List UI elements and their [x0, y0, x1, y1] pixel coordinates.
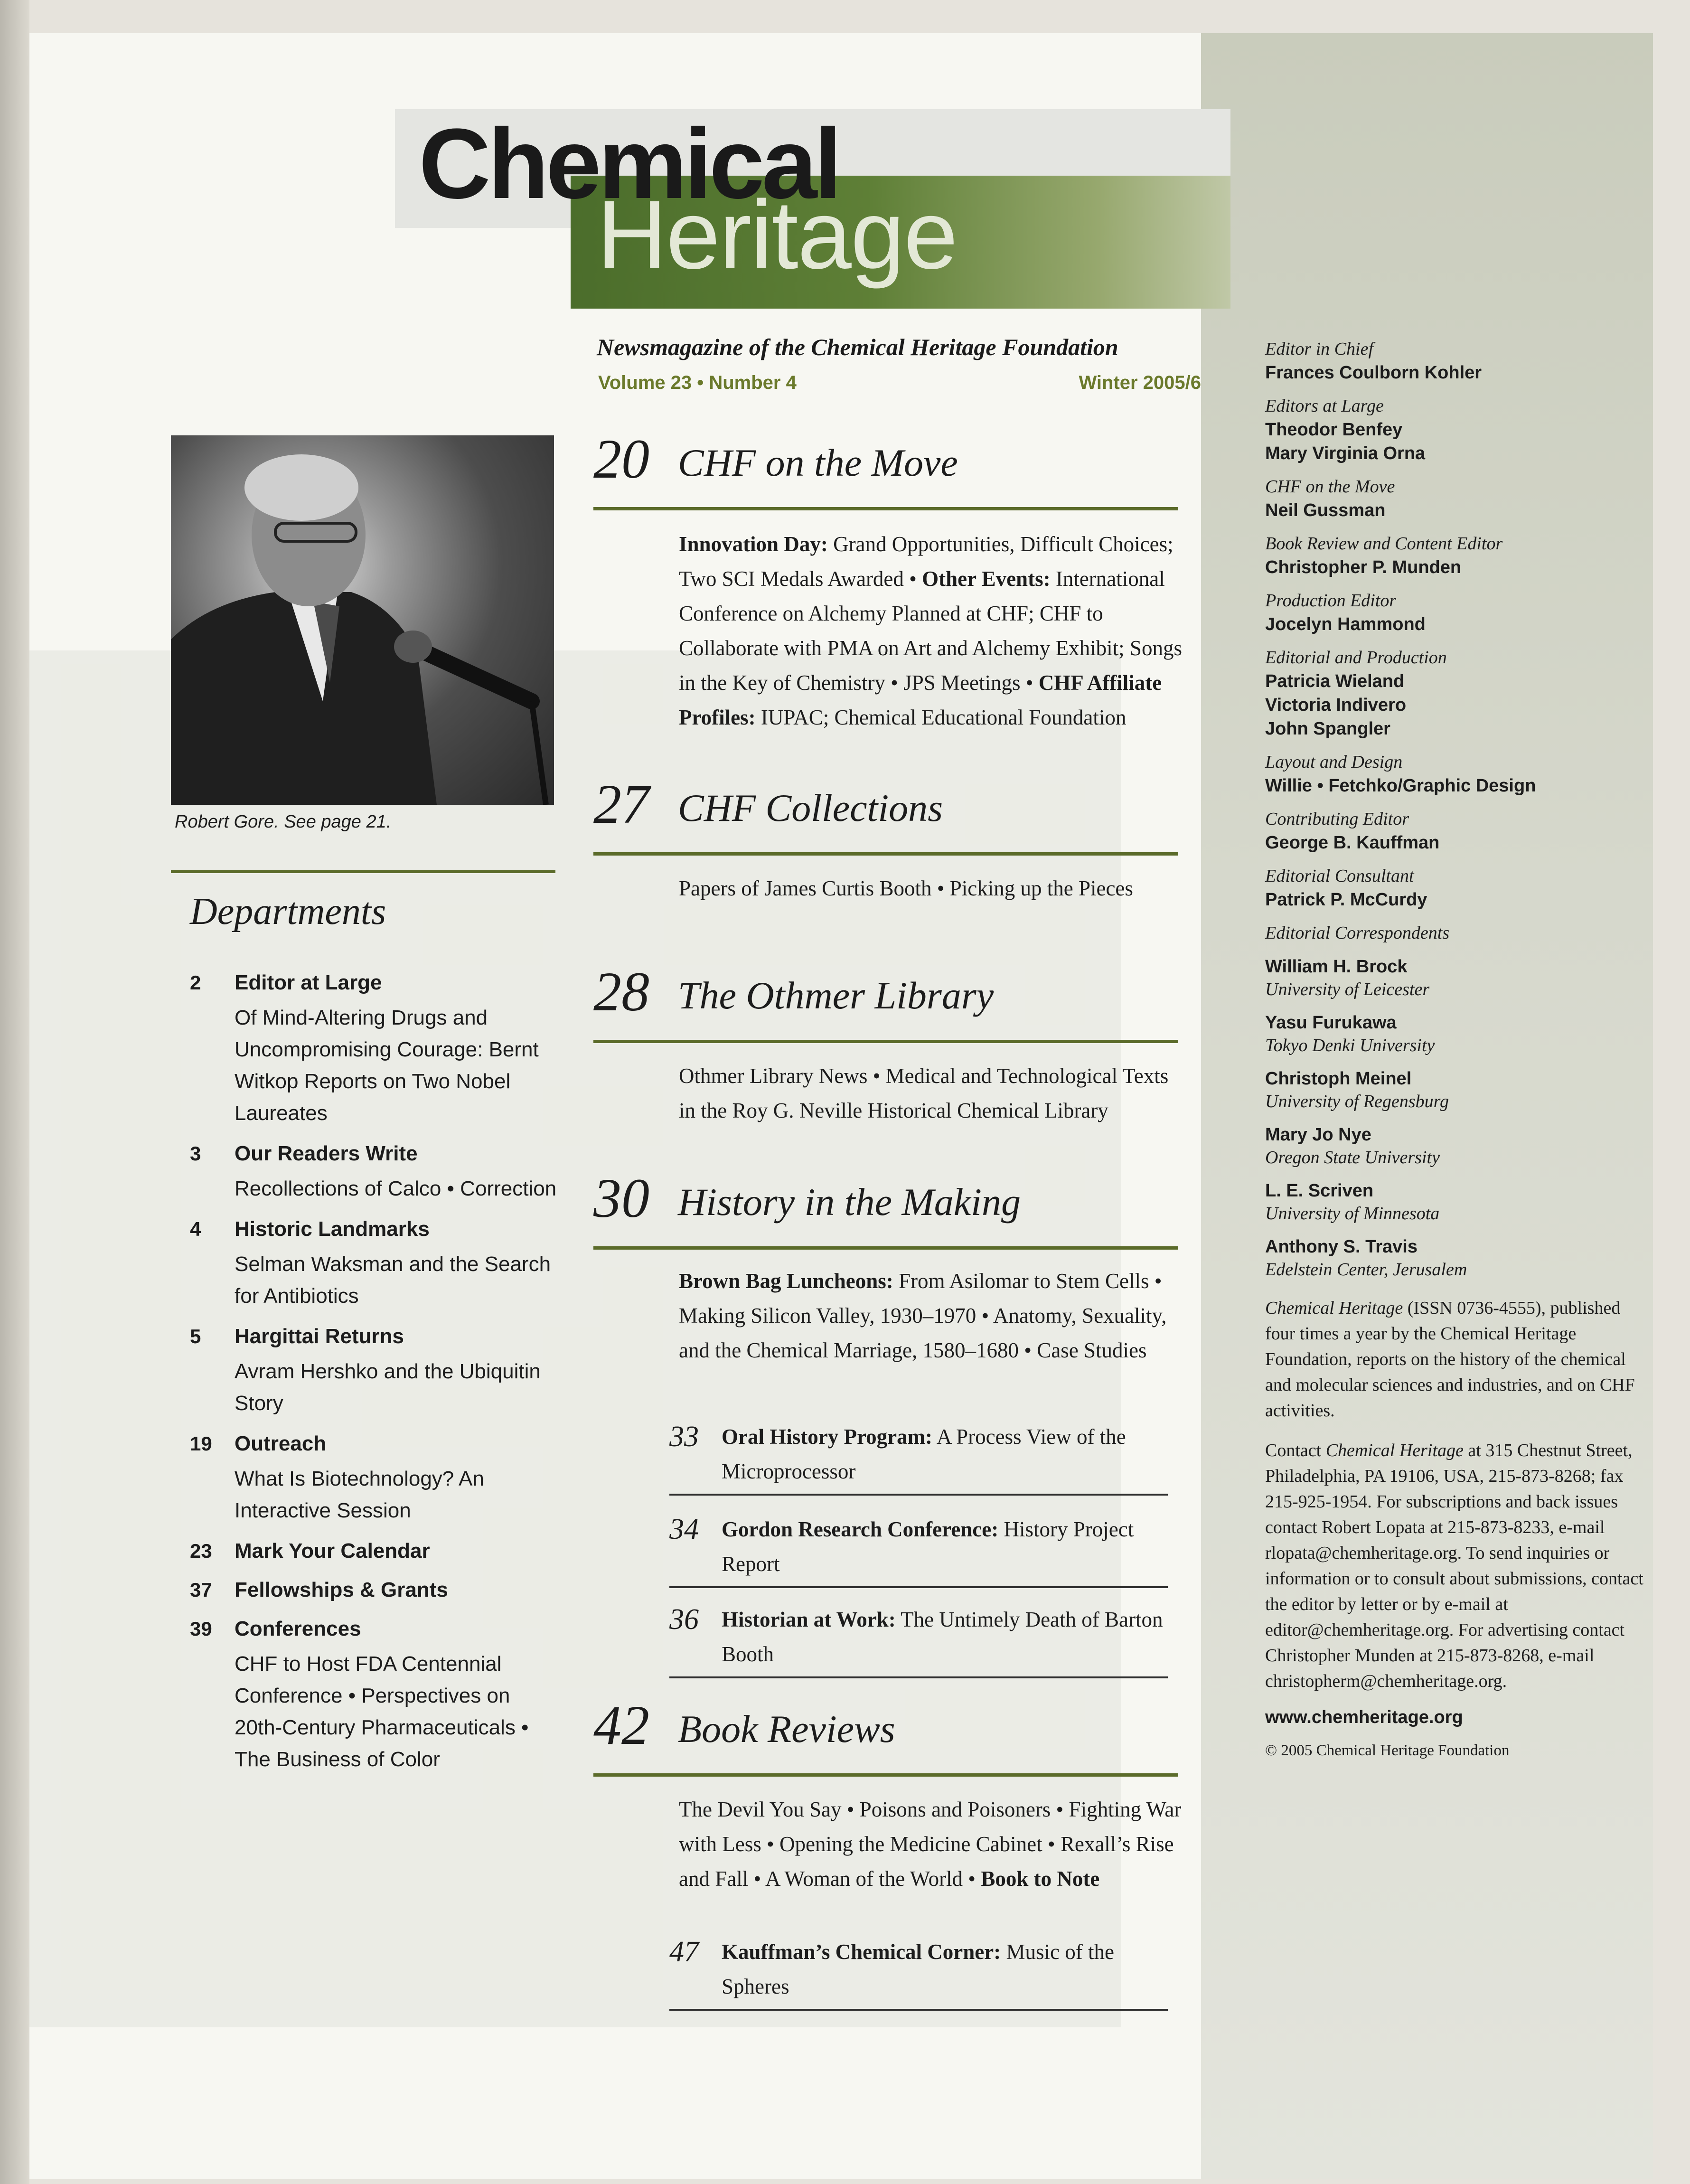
- subsection-entry[interactable]: [669, 1602, 1168, 1678]
- department-heading: Our Readers Write: [235, 1142, 418, 1165]
- section-28-summary: Othmer Library News • Medical and Technological Texts in the Roy G. Neville Historical Chemical Library: [679, 1064, 1169, 1122]
- staff-role: Book Review and Content Editor: [1265, 534, 1503, 554]
- staff-role: Editorial Correspondents: [1265, 923, 1450, 943]
- department-heading: Editor at Large: [235, 971, 382, 994]
- section-page-number: 27: [593, 773, 649, 835]
- staff-masthead: [1265, 328, 1653, 1760]
- subsection-desc: The Untimely Death of Barton Booth: [722, 1608, 1163, 1666]
- subsection-bold: Historian at Work:: [722, 1608, 896, 1631]
- staff-name: Patrick P. McCurdy: [1265, 890, 1427, 910]
- publication-statement: [1265, 1295, 1653, 1423]
- correspondent-affiliation: University of Leicester: [1265, 979, 1430, 999]
- department-item[interactable]: [190, 1537, 560, 1565]
- correspondent-affiliation: Tokyo Denki University: [1265, 1036, 1435, 1055]
- department-page: 5: [190, 1325, 201, 1347]
- department-description: Avram Hershko and the Ubiquitin Story: [235, 1360, 541, 1415]
- subsection-bold: Gordon Research Conference:: [722, 1517, 999, 1541]
- subsection-page-number: 33: [669, 1421, 699, 1453]
- summary-text: From Asilomar to Stem Cells • Making Silicon Valley, 1930–1970 • Anatomy, Sexuality, and the Chemical Marriage, 1580–1680 • Case Studies: [679, 1269, 1167, 1362]
- subsection-entry[interactable]: [669, 1512, 1168, 1588]
- summary-bold: Book to Note: [981, 1867, 1100, 1891]
- subsection-text: [722, 1512, 1168, 1586]
- subsection-desc: History Project Report: [722, 1517, 1134, 1576]
- staff-name: Neil Gussman: [1265, 500, 1386, 520]
- correspondent-name: L. E. Scriven: [1265, 1181, 1374, 1201]
- staff-role: Production Editor: [1265, 591, 1397, 611]
- summary-bold: CHF Affiliate Profiles:: [679, 671, 1162, 729]
- department-page: 3: [190, 1142, 201, 1165]
- magazine-page: [29, 33, 1653, 2179]
- cover-photo-robert-gore: [171, 435, 554, 805]
- contact-text: at 315 Chestnut Street, Philadelphia, PA 19106, USA, 215-873-8268; fax 215-925-1954. For subscriptions and back issues contact Robert Lopata at 215-873-8233, e-mail rlopata@chemheritage.org. To send inquiries or information or to consult about submissions, contact the editor by letter or by e-mail at editor@chemheritage.org. For advertising contact Christopher Munden at 215-873-8268, e-mail christopherm@chemheritage.org.: [1265, 1440, 1643, 1691]
- staff-name: George B. Kauffman: [1265, 833, 1440, 853]
- staff-role: Editorial and Production: [1265, 648, 1447, 668]
- department-page: 23: [190, 1540, 212, 1562]
- section-20-header[interactable]: [593, 428, 1178, 510]
- subsection-entry[interactable]: [669, 1420, 1168, 1496]
- staff-role: Editor in Chief: [1265, 339, 1373, 359]
- summary-bold: Other Events:: [922, 567, 1051, 591]
- correspondent-affiliation: University of Minnesota: [1265, 1204, 1440, 1224]
- department-page: 39: [190, 1618, 212, 1640]
- section-title: CHF Collections: [678, 786, 943, 829]
- subsection-bold: Oral History Program:: [722, 1425, 933, 1449]
- summary-text: IUPAC; Chemical Educational Foundation: [755, 706, 1127, 729]
- subsection-text: [722, 1420, 1168, 1494]
- correspondent-name: Mary Jo Nye: [1265, 1125, 1371, 1145]
- staff-role: CHF on the Move: [1265, 477, 1395, 497]
- department-item[interactable]: [190, 969, 560, 1129]
- section-title: Book Reviews: [678, 1707, 895, 1751]
- masthead-subtitle: Newsmagazine of the Chemical Heritage Foundation: [597, 334, 1118, 360]
- subsection-page-number: 47: [669, 1936, 699, 1968]
- section-42-header[interactable]: [593, 1694, 1178, 1777]
- issue-season: Winter 2005/6: [1079, 372, 1201, 393]
- staff-name: Willie • Fetchko/Graphic Design: [1265, 776, 1536, 796]
- masthead-title-chemical: Chemical: [419, 108, 839, 219]
- staff-name: Patricia Wieland: [1265, 671, 1405, 691]
- section-page-number: 30: [593, 1167, 649, 1229]
- publication-name: Chemical Heritage: [1265, 1298, 1403, 1318]
- department-heading: Historic Landmarks: [235, 1217, 430, 1241]
- section-title: History in the Making: [678, 1180, 1021, 1224]
- summary-text: International Conference on Alchemy Planned at CHF; CHF to Collaborate with PMA on Art and Alchemy Exhibit; Songs in the Key of Chemistry • JPS Meetings •: [679, 567, 1182, 695]
- department-item[interactable]: [190, 1322, 560, 1419]
- section-28-header[interactable]: [593, 960, 1178, 1043]
- department-page: 37: [190, 1579, 212, 1601]
- correspondent-name: Yasu Furukawa: [1265, 1013, 1397, 1033]
- department-heading: Outreach: [235, 1432, 327, 1455]
- department-heading: Fellowships & Grants: [235, 1578, 448, 1601]
- subsection-entry[interactable]: [669, 1935, 1168, 2011]
- department-item[interactable]: [190, 1215, 560, 1312]
- copyright-notice: © 2005 Chemical Heritage Foundation: [1265, 1742, 1510, 1759]
- staff-role: Layout and Design: [1265, 752, 1403, 772]
- section-27-summary: Papers of James Curtis Booth • Picking up the Pieces: [679, 876, 1133, 900]
- section-20-summary: [679, 527, 1187, 735]
- staff-name: Frances Coulborn Kohler: [1265, 363, 1482, 383]
- section-page-number: 42: [593, 1694, 649, 1756]
- section-30-header[interactable]: [593, 1167, 1178, 1250]
- staff-role: Editors at Large: [1265, 396, 1384, 416]
- department-heading: Hargittai Returns: [235, 1325, 404, 1348]
- summary-text: The Devil You Say • Poisons and Poisoners • Fighting War with Less • Opening the Medicine Cabinet • Rexall’s Rise and Fall • A Woman of the World •: [679, 1798, 1182, 1891]
- correspondent-affiliation: University of Regensburg: [1265, 1092, 1449, 1111]
- department-heading: Mark Your Calendar: [235, 1539, 430, 1563]
- departments-title: Departments: [190, 891, 386, 932]
- section-42-summary: [679, 1792, 1187, 1896]
- correspondent-name: Anthony S. Travis: [1265, 1237, 1418, 1257]
- staff-name: Theodor Benfey: [1265, 420, 1403, 440]
- section-page-number: 28: [593, 960, 649, 1023]
- summary-text: Grand Opportunities, Difficult Choices; Two SCI Medals Awarded •: [679, 532, 1174, 591]
- subsection-desc: Music of the Spheres: [722, 1940, 1114, 1998]
- section-30-summary: [679, 1264, 1187, 1368]
- department-page: 2: [190, 971, 201, 994]
- contact-publication-name: Chemical Heritage: [1325, 1440, 1464, 1460]
- subsection-bold: Kauffman’s Chemical Corner:: [722, 1940, 1001, 1964]
- departments-list: [190, 969, 560, 1786]
- summary-bold: Innovation Day:: [679, 532, 828, 556]
- section-27-header[interactable]: [593, 773, 1178, 856]
- department-item[interactable]: [190, 1615, 560, 1775]
- contact-statement: [1265, 1438, 1653, 1694]
- photo-illustration: [171, 435, 554, 805]
- contact-pre: Contact: [1265, 1440, 1326, 1460]
- staff-role: Contributing Editor: [1265, 809, 1409, 829]
- section-page-number: 20: [593, 428, 649, 490]
- section-title: CHF on the Move: [678, 441, 958, 484]
- subsection-page-number: 34: [669, 1513, 699, 1545]
- department-description: Selman Waksman and the Search for Antibiotics: [235, 1252, 551, 1308]
- department-item[interactable]: [190, 1430, 560, 1526]
- staff-name: John Spangler: [1265, 719, 1390, 739]
- photo-caption: Robert Gore. See page 21.: [175, 812, 392, 832]
- department-heading: Conferences: [235, 1617, 361, 1640]
- subsection-desc: A Process View of the Microprocessor: [722, 1425, 1126, 1483]
- department-description: What Is Biotechnology? An Interactive Session: [235, 1467, 484, 1522]
- department-item[interactable]: [190, 1139, 560, 1205]
- department-page: 19: [190, 1432, 212, 1455]
- staff-name: Victoria Indivero: [1265, 695, 1407, 715]
- staff-name: Christopher P. Munden: [1265, 557, 1462, 577]
- staff-name: Mary Virginia Orna: [1265, 443, 1426, 463]
- department-item[interactable]: [190, 1576, 560, 1604]
- publication-text: (ISSN 0736-4555), published four times a year by the Chemical Heritage Foundation, reports on the history of the chemical and molecular sciences and industries, and on CHF activities.: [1265, 1298, 1635, 1421]
- issue-line: [598, 372, 1201, 394]
- correspondent-affiliation: Oregon State University: [1265, 1148, 1440, 1167]
- section-title: The Othmer Library: [678, 974, 994, 1017]
- volume-number: Volume 23 • Number 4: [598, 372, 797, 393]
- staff-role: Editorial Consultant: [1265, 866, 1414, 886]
- masthead-title-heritage: Heritage: [597, 180, 957, 289]
- subsection-text: [722, 1602, 1168, 1676]
- website-link[interactable]: www.chemheritage.org: [1265, 1707, 1463, 1727]
- department-page: 4: [190, 1218, 201, 1240]
- department-description: Of Mind-Altering Drugs and Uncompromising Courage: Bernt Witkop Reports on Two Nobel Laureates: [235, 1006, 539, 1125]
- summary-bold: Brown Bag Luncheons:: [679, 1269, 893, 1293]
- magazine-spine-shadow: [0, 0, 29, 2184]
- subsection-text: [722, 1935, 1168, 2009]
- correspondent-affiliation: Edelstein Center, Jerusalem: [1265, 1260, 1467, 1280]
- subsection-page-number: 36: [669, 1603, 699, 1636]
- correspondent-name: William H. Brock: [1265, 957, 1408, 977]
- correspondent-name: Christoph Meinel: [1265, 1069, 1412, 1089]
- departments-rule: [171, 870, 555, 873]
- department-description: CHF to Host FDA Centennial Conference • Perspectives on 20th-Century Pharmaceuticals • The Business of Color: [235, 1652, 529, 1771]
- staff-name: Jocelyn Hammond: [1265, 614, 1426, 634]
- department-description: Recollections of Calco • Correction: [235, 1177, 557, 1200]
